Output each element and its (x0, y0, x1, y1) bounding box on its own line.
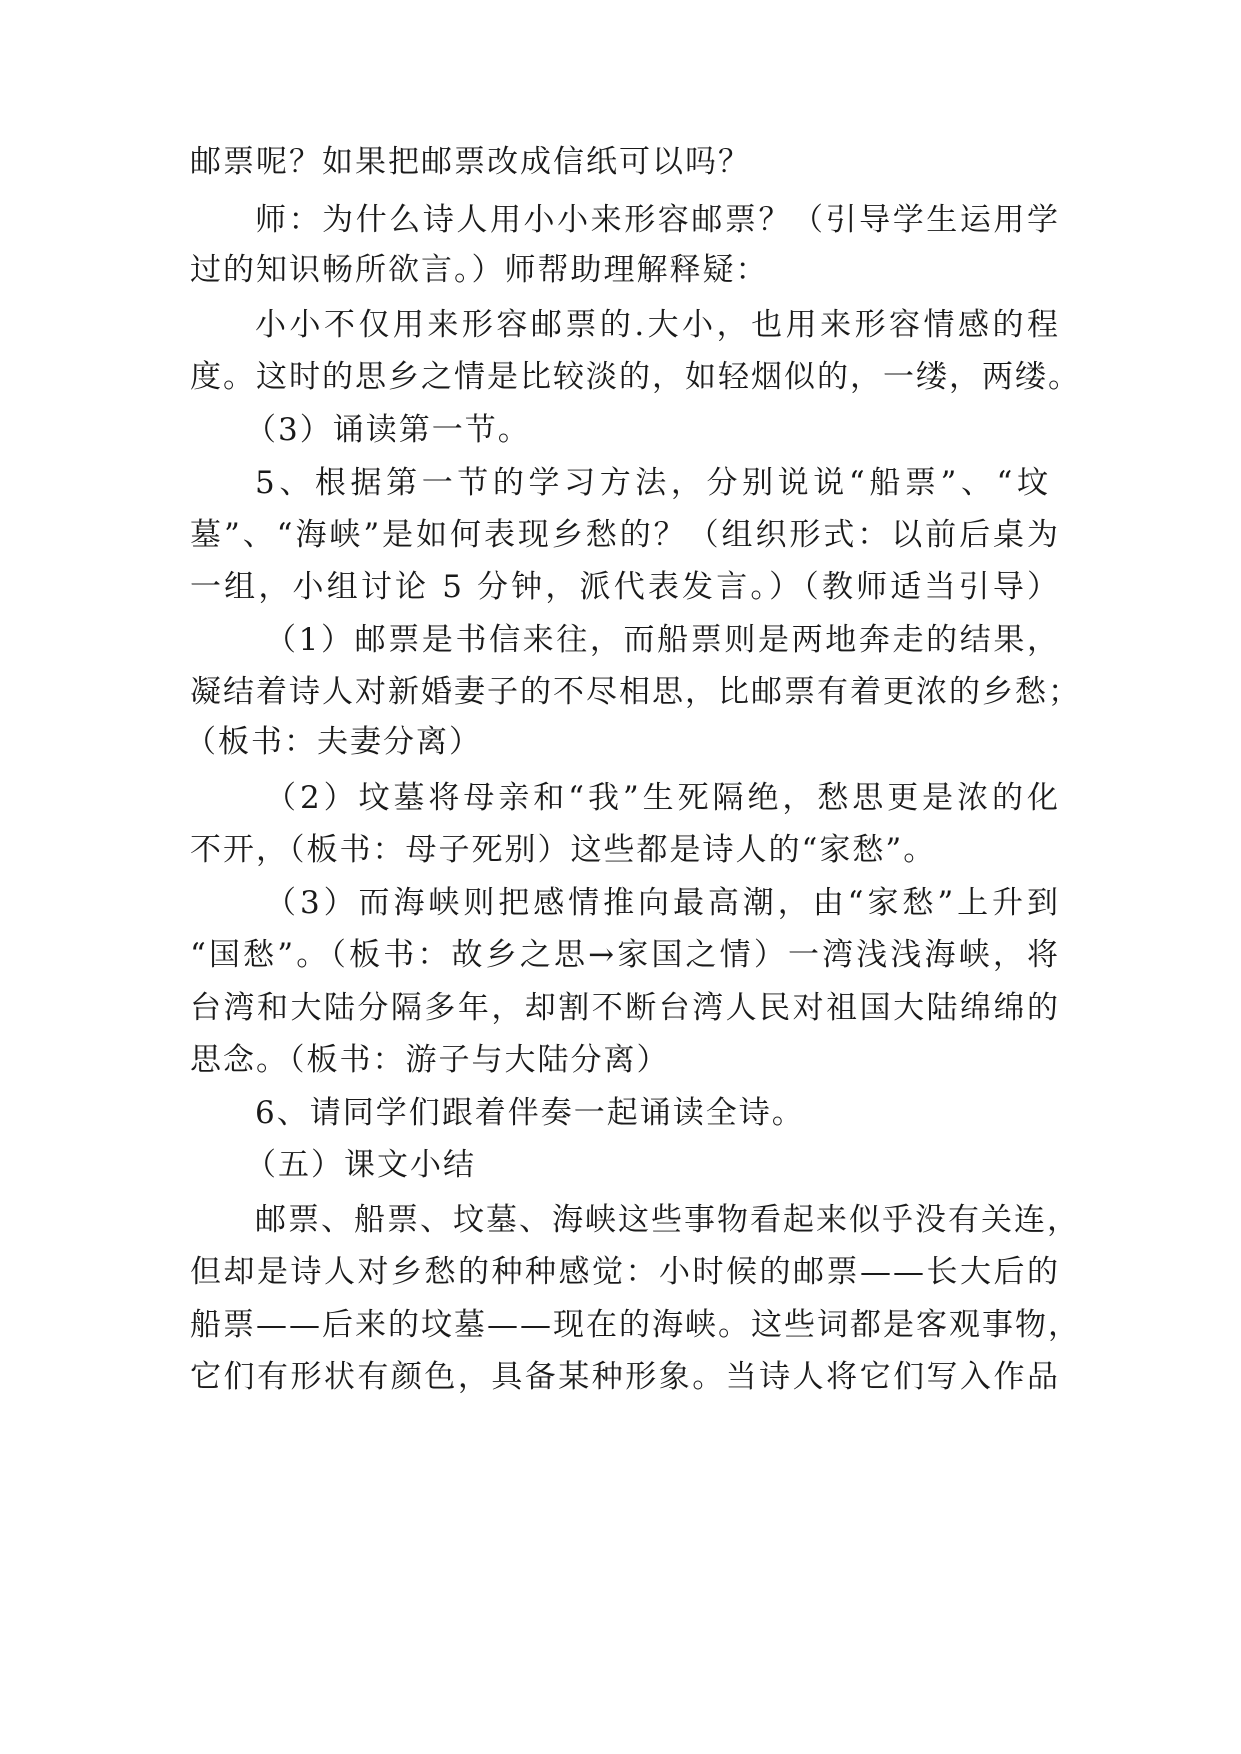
text-line-17: 台湾和大陆分隔多年，却割不断台湾人民对祖国大陆绵绵的 (190, 990, 1060, 1026)
text-line-12: （板书：夫妻分离） (185, 724, 482, 760)
text-line-8: 墓”、“海峡”是如何表现乡愁的？（组织形式：以前后桌为 (190, 517, 1060, 553)
text-line-6: （3）诵读第一节。 (245, 412, 531, 448)
text-line-21: 邮票、船票、坟墓、海峡这些事物看起来似乎没有关连， (255, 1202, 1080, 1238)
text-line-22: 但却是诗人对乡愁的种种感觉：小时候的邮票——长大后的 (190, 1254, 1060, 1290)
text-line-10: （1）邮票是书信来往，而船票则是两地奔走的结果， (265, 622, 1060, 658)
text-line-13: （2）坟墓将母亲和“我”生死隔绝，愁思更是浓的化 (265, 780, 1060, 816)
text-line-3: 过的知识畅所欲言。）师帮助理解释疑： (190, 252, 769, 288)
text-line-11: 凝结着诗人对新婚妻子的不尽相思，比邮票有着更浓的乡愁； (190, 674, 1081, 710)
text-line-4: 小小不仅用来形容邮票的.大小，也用来形容情感的程 (255, 307, 1060, 343)
text-line-23: 船票——后来的坟墓——现在的海峡。这些词都是客观事物， (190, 1307, 1081, 1343)
text-line-2: 师：为什么诗人用小小来形容邮票？（引导学生运用学 (255, 202, 1060, 238)
text-line-18: 思念。（板书：游子与大陆分离） (190, 1042, 670, 1078)
text-line-9: 一组，小组讨论 5 分钟，派代表发言。）（教师适当引导） (190, 569, 1060, 605)
text-line-24: 它们有形状有颜色，具备某种形象。当诗人将它们写入作品 (190, 1359, 1060, 1395)
text-line-15: （3）而海峡则把感情推向最高潮，由“家愁”上升到 (265, 885, 1060, 921)
text-line-1: 邮票呢？如果把邮票改成信纸可以吗？ (190, 144, 751, 180)
text-line-5: 度。这时的思乡之情是比较淡的，如轻烟似的，一缕，两缕。 (190, 359, 1081, 395)
text-line-16: “国愁”。（板书：故乡之思→家国之情）一湾浅浅海峡，将 (190, 937, 1060, 973)
text-line-20: （五）课文小结 (245, 1147, 476, 1183)
text-line-19: 6、请同学们跟着伴奏一起诵读全诗。 (255, 1095, 805, 1131)
text-line-7: 5、根据第一节的学习方法，分别说说“船票”、“坟 (255, 465, 1050, 501)
text-line-14: 不开，（板书：母子死别）这些都是诗人的“家愁”。 (190, 832, 937, 868)
